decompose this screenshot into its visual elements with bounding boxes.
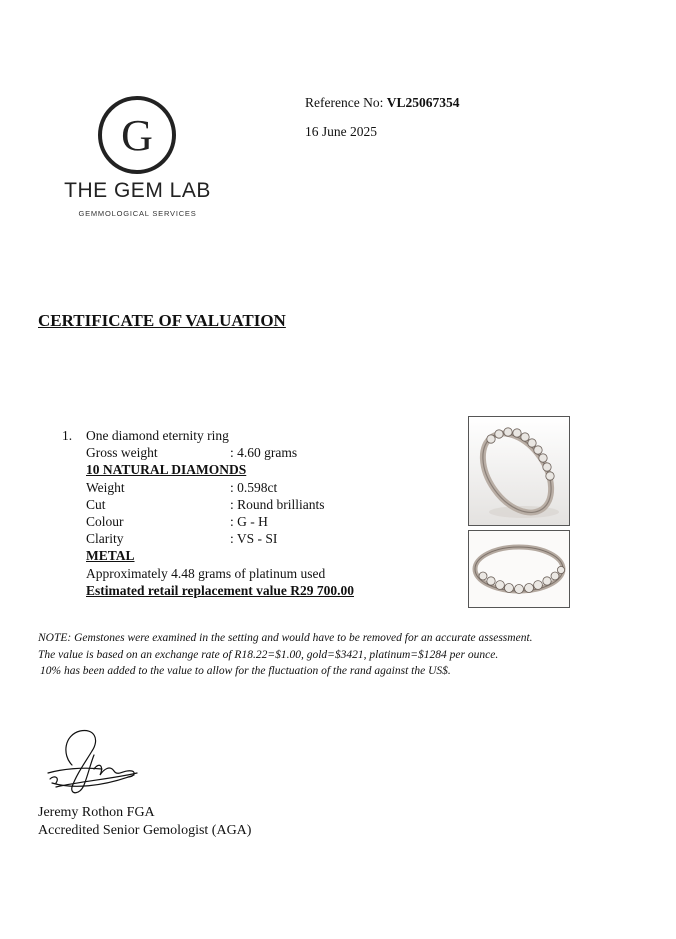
metal-description: Approximately 4.48 grams of platinum used	[86, 566, 326, 581]
logo-wordmark: THE GEM LAB	[64, 179, 211, 202]
gross-weight-label: Gross weight	[86, 445, 158, 460]
stone-weight-value: : 0.598ct	[230, 480, 278, 495]
note-examination: NOTE: Gemstones were examined in the setting and would have to be removed for an accurate assessment.	[38, 632, 533, 644]
ring-photo-side	[468, 530, 570, 608]
colour-value: : G - H	[230, 514, 268, 529]
ring-photo-top	[468, 416, 570, 526]
colour-row	[86, 513, 386, 530]
reference-value: VL25067354	[386, 95, 460, 110]
signer-title: Accredited Senior Gemologist (AGA)	[38, 823, 252, 838]
svg-text:G: G	[121, 111, 153, 160]
signer-name: Jeremy Rothon FGA	[38, 805, 155, 820]
reference-label: Reference No:	[305, 95, 387, 110]
company-logo	[55, 92, 220, 222]
note-fluctuation: 10% has been added to the value to allow for the fluctuation of the rand against the US$.	[40, 665, 451, 677]
certificate-title: CERTIFICATE OF VALUATION	[38, 311, 286, 330]
metal-heading: METAL	[86, 548, 135, 563]
replacement-value: Estimated retail replacement value R29 700.00	[86, 583, 354, 598]
clarity-row	[86, 530, 386, 547]
cut-row	[86, 496, 386, 513]
logo-tagline: GEMMOLOGICAL SERVICES	[78, 209, 197, 218]
logo-emblem	[96, 94, 178, 176]
item-description: One diamond eternity ring	[86, 428, 229, 443]
cut-label: Cut	[86, 497, 106, 512]
handwritten-signature	[42, 725, 142, 800]
stones-heading: 10 NATURAL DIAMONDS	[86, 462, 247, 477]
clarity-value: : VS - SI	[230, 531, 278, 546]
reference-number	[305, 95, 459, 111]
cut-value: : Round brilliants	[230, 497, 325, 512]
gross-weight-row	[86, 444, 386, 461]
item-number: 1.	[62, 428, 73, 443]
note-exchange-rate: The value is based on an exchange rate of R18.22=$1.00, gold=$3421, platinum=$1284 per ounce.	[38, 649, 499, 661]
clarity-label: Clarity	[86, 531, 124, 546]
stone-weight-label: Weight	[86, 480, 125, 495]
gross-weight-value: : 4.60 grams	[230, 445, 298, 460]
colour-label: Colour	[86, 514, 124, 529]
stone-weight-row	[86, 479, 386, 496]
certificate-date: 16 June 2025	[305, 124, 377, 139]
